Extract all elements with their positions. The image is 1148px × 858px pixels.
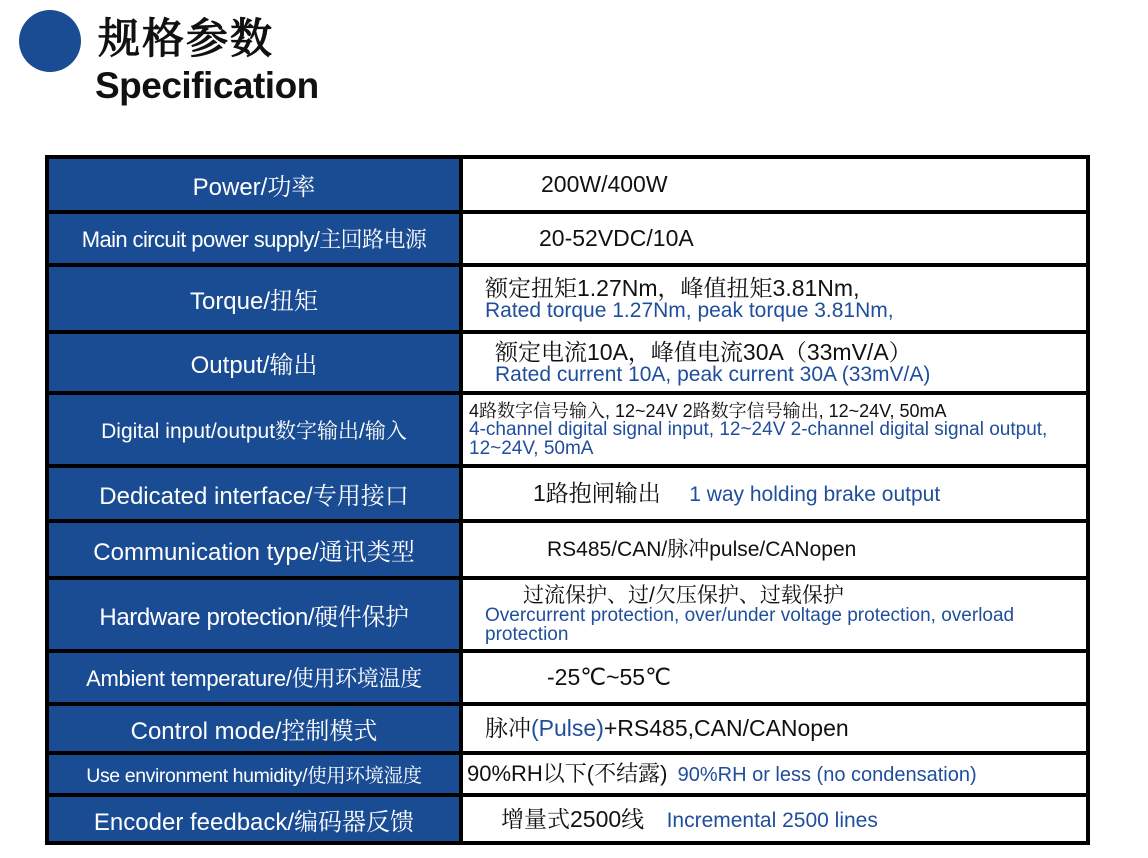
table-row xyxy=(47,393,1088,466)
row-label: Main circuit power supply/主回路电源 xyxy=(47,212,461,265)
row-label: Ambient temperature/使用环境温度 xyxy=(47,651,461,704)
table-row xyxy=(47,704,1088,753)
value-text: 200W/400W xyxy=(541,171,668,197)
value-text: RS485/CAN/脉冲pulse/CANopen xyxy=(547,538,857,561)
table-row xyxy=(47,212,1088,265)
row-value xyxy=(461,393,1088,466)
table-row xyxy=(47,578,1088,651)
value-en: (Pulse) xyxy=(531,715,604,741)
page-title-en: Specification xyxy=(95,65,319,106)
value-en: Rated torque 1.27Nm, peak torque 3.81Nm, xyxy=(485,298,894,322)
row-value xyxy=(461,578,1088,651)
table-row xyxy=(47,332,1088,393)
row-label: Encoder feedback/编码器反馈 xyxy=(47,795,461,843)
value-rest: +RS485,CAN/CANopen xyxy=(603,715,849,741)
value-cn: 1路抱闸输出 xyxy=(533,480,661,506)
row-value xyxy=(461,212,1088,265)
row-value xyxy=(461,753,1088,795)
spec-table xyxy=(45,155,1090,845)
row-label: Torque/扭矩 xyxy=(47,265,461,332)
row-value xyxy=(461,466,1088,521)
value-en: Overcurrent protection, over/under voltage protection, overload protection xyxy=(485,605,1015,645)
table-row xyxy=(47,651,1088,704)
value-text: -25℃~55℃ xyxy=(547,664,671,690)
row-value xyxy=(461,332,1088,393)
table-row xyxy=(47,157,1088,212)
value-cn: 额定扭矩1.27Nm，峰值扭矩3.81Nm, xyxy=(485,274,860,301)
row-value xyxy=(461,157,1088,212)
table-row xyxy=(47,521,1088,578)
row-label: Use environment humidity/使用环境湿度 xyxy=(47,753,461,795)
value-cn: 4路数字信号输入, 12~24V 2路数字信号输出, 12~24V, 50mA xyxy=(469,400,947,421)
value-cn: 增量式2500线 xyxy=(501,805,645,832)
value-en: Rated current 10A, peak current 30A (33mV/A) xyxy=(495,362,931,386)
value-cn: 额定电流10A，峰值电流30A（33mV/A） xyxy=(495,338,912,365)
row-value xyxy=(461,521,1088,578)
row-label: Power/功率 xyxy=(47,157,461,212)
value-text: 20-52VDC/10A xyxy=(539,225,694,251)
row-label: Output/输出 xyxy=(47,332,461,393)
row-value xyxy=(461,265,1088,332)
table-row xyxy=(47,265,1088,332)
row-label: Digital input/output数字输出/输入 xyxy=(47,393,461,466)
row-label: Communication type/通讯类型 xyxy=(47,521,461,578)
value-en: 90%RH or less (no condensation) xyxy=(677,764,977,786)
row-label: Hardware protection/硬件保护 xyxy=(47,578,461,651)
value-cn: 脉冲 xyxy=(485,715,531,741)
row-value xyxy=(461,651,1088,704)
value-en: Incremental 2500 lines xyxy=(666,808,878,832)
table-row xyxy=(47,466,1088,521)
value-en: 1 way holding brake output xyxy=(689,483,941,506)
row-value xyxy=(461,795,1088,843)
title-bullet xyxy=(19,10,81,72)
row-label: Control mode/控制模式 xyxy=(47,704,461,753)
value-cn: 90%RH以下(不结露) xyxy=(467,761,668,786)
table-row xyxy=(47,795,1088,843)
value-cn: 过流保护、过/欠压保护、过载保护 xyxy=(523,584,844,607)
row-label: Dedicated interface/专用接口 xyxy=(47,466,461,521)
value-en: 4-channel digital signal input, 12~24V 2-channel digital signal output, 12~24V, 50mA xyxy=(469,418,1048,459)
table-row xyxy=(47,753,1088,795)
page-title-cn: 规格参数 xyxy=(98,14,275,63)
row-value xyxy=(461,704,1088,753)
